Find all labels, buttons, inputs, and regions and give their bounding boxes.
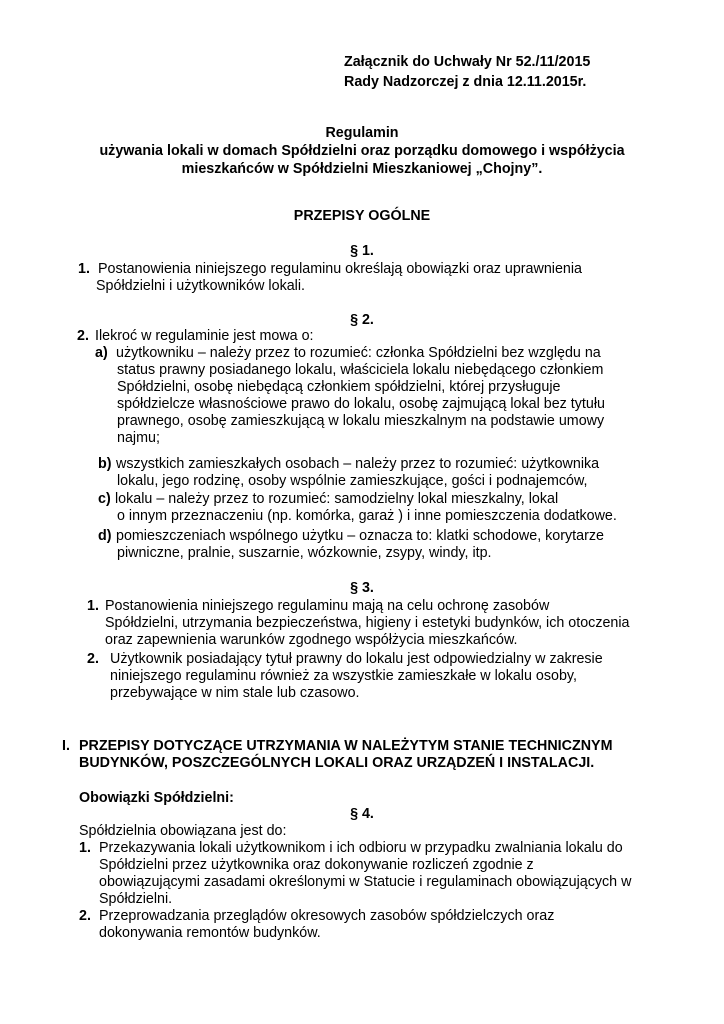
attachment-header-line1: Załącznik do Uchwały Nr 52./11/2015 — [344, 54, 591, 70]
item-text: wszystkich zamieszkałych osobach – należy przez to rozumieć: użytkownika — [116, 456, 600, 472]
item-number: 1. — [79, 840, 91, 856]
item-number: 2. — [77, 328, 89, 344]
item-text: Postanowienia niniejszego regulaminu mają na celu ochronę zasobów — [105, 598, 550, 614]
item-letter: a) — [95, 345, 108, 361]
item-text-continued: przebywające w nim stale lub czasowo. — [110, 685, 360, 701]
item-number: 1. — [87, 598, 99, 614]
item-text: pomieszczeniach wspólnego użytku – oznacza to: klatki schodowe, korytarze — [116, 528, 604, 544]
list-item — [87, 651, 603, 668]
list-item — [98, 491, 558, 508]
item-text: użytkowniku – należy przez to rozumieć: członka Spółdzielni bez względu na — [116, 345, 601, 361]
list-item — [78, 261, 582, 278]
item-text-continued: o innym przeznaczeniu (np. komórka, garaż ) i inne pomieszczenia dodatkowe. — [117, 508, 617, 524]
item-letter: c) — [98, 491, 111, 507]
list-item — [79, 908, 554, 925]
item-text-continued: niniejszego regulaminu również za wszystkie zamieszkałe w lokalu osoby, — [110, 668, 577, 684]
subsection-heading: Obowiązki Spółdzielni: — [79, 790, 234, 806]
section-heading-1 — [62, 738, 613, 755]
item-text-continued: obowiązującymi zasadami określonymi w Statucie i regulaminach obowiązujących w — [99, 874, 632, 890]
paragraph-sign-3: § 3. — [350, 580, 374, 596]
document-title: Regulamin — [325, 125, 399, 141]
list-item — [77, 328, 314, 345]
item-letter: d) — [98, 528, 112, 544]
list-item — [79, 840, 623, 857]
section-heading-general: PRZEPISY OGÓLNE — [293, 208, 431, 224]
paragraph-sign-4: § 4. — [350, 806, 374, 822]
document-subtitle-line1: używania lokali w domach Spółdzielni oraz porządku domowego i współżycia — [99, 143, 625, 159]
item-text-continued: prawnego, osobę zamieszkującą w lokalu mieszkalnym na podstawie umowy — [117, 413, 605, 429]
item-text: Przeprowadzania przeglądów okresowych zasobów spółdzielczych oraz — [99, 908, 555, 924]
item-number: 1. — [78, 261, 90, 277]
item-text-continued: spółdzielcze własnościowe prawo do lokalu, osobę zajmującą lokal bez tytułu — [117, 396, 605, 412]
section-heading-text: PRZEPISY DOTYCZĄCE UTRZYMANIA W NALEŻYTYM STANIE TECHNICZNYM — [79, 738, 613, 754]
item-text: Przekazywania lokali użytkownikom i ich odbioru w przypadku zwalniania lokalu do — [99, 840, 623, 856]
item-text-continued: status prawny posiadanego lokalu, właściciela lokalu niebędącego członkiem — [117, 362, 604, 378]
list-item — [98, 456, 599, 473]
item-letter: b) — [98, 456, 112, 472]
section-heading-text-continued: BUDYNKÓW, POSZCZEGÓLNYCH LOKALI ORAZ URZĄDZEŃ I INSTALACJI. — [79, 755, 595, 771]
item-text-continued: piwniczne, pralnie, suszarnie, wózkownie, zsypy, windy, itp. — [117, 545, 492, 561]
item-text: Postanowienia niniejszego regulaminu określają obowiązki oraz uprawnienia — [98, 261, 582, 277]
item-number: 2. — [87, 651, 99, 667]
item-text-continued: lokalu, jego rodzinę, osoby wspólnie zamieszkujące, gości i podnajemców, — [117, 473, 588, 489]
item-text-continued: Spółdzielni, osobę niebędącą członkiem spółdzielni, której przysługuje — [117, 379, 561, 395]
document-subtitle-line2: mieszkańców w Spółdzielni Mieszkaniowej „Chojny”. — [181, 161, 543, 177]
list-item — [87, 598, 549, 615]
item-number: 2. — [79, 908, 91, 924]
section-roman-numeral: I. — [62, 738, 70, 754]
item-text-continued: Spółdzielni i użytkowników lokali. — [96, 278, 305, 294]
item-text-continued: dokonywania remontów budynków. — [99, 925, 321, 941]
list-item — [95, 345, 601, 362]
item-text: Użytkownik posiadający tytuł prawny do lokalu jest odpowiedzialny w zakresie — [110, 651, 603, 667]
item-text-continued: Spółdzielni przez użytkownika oraz dokonywanie rozliczeń zgodnie z — [99, 857, 534, 873]
paragraph-sign-2: § 2. — [350, 312, 374, 328]
item-text-continued: najmu; — [117, 430, 160, 446]
item-text-continued: Spółdzielni. — [99, 891, 173, 907]
paragraph-sign-1: § 1. — [350, 243, 374, 259]
item-text: Ilekroć w regulaminie jest mowa o: — [95, 328, 314, 344]
item-text-continued: oraz zapewnienia warunków zgodnego współżycia mieszkańców. — [105, 632, 518, 648]
list-item — [98, 528, 604, 545]
paragraph-intro: Spółdzielnia obowiązana jest do: — [79, 823, 287, 839]
item-text-continued: Spółdzielni, utrzymania bezpieczeństwa, higieny i estetyki budynków, ich otoczenia — [105, 615, 630, 631]
item-text: lokalu – należy przez to rozumieć: samodzielny lokal mieszkalny, lokal — [115, 491, 559, 507]
attachment-header-line2: Rady Nadzorczej z dnia 12.11.2015r. — [344, 74, 587, 90]
